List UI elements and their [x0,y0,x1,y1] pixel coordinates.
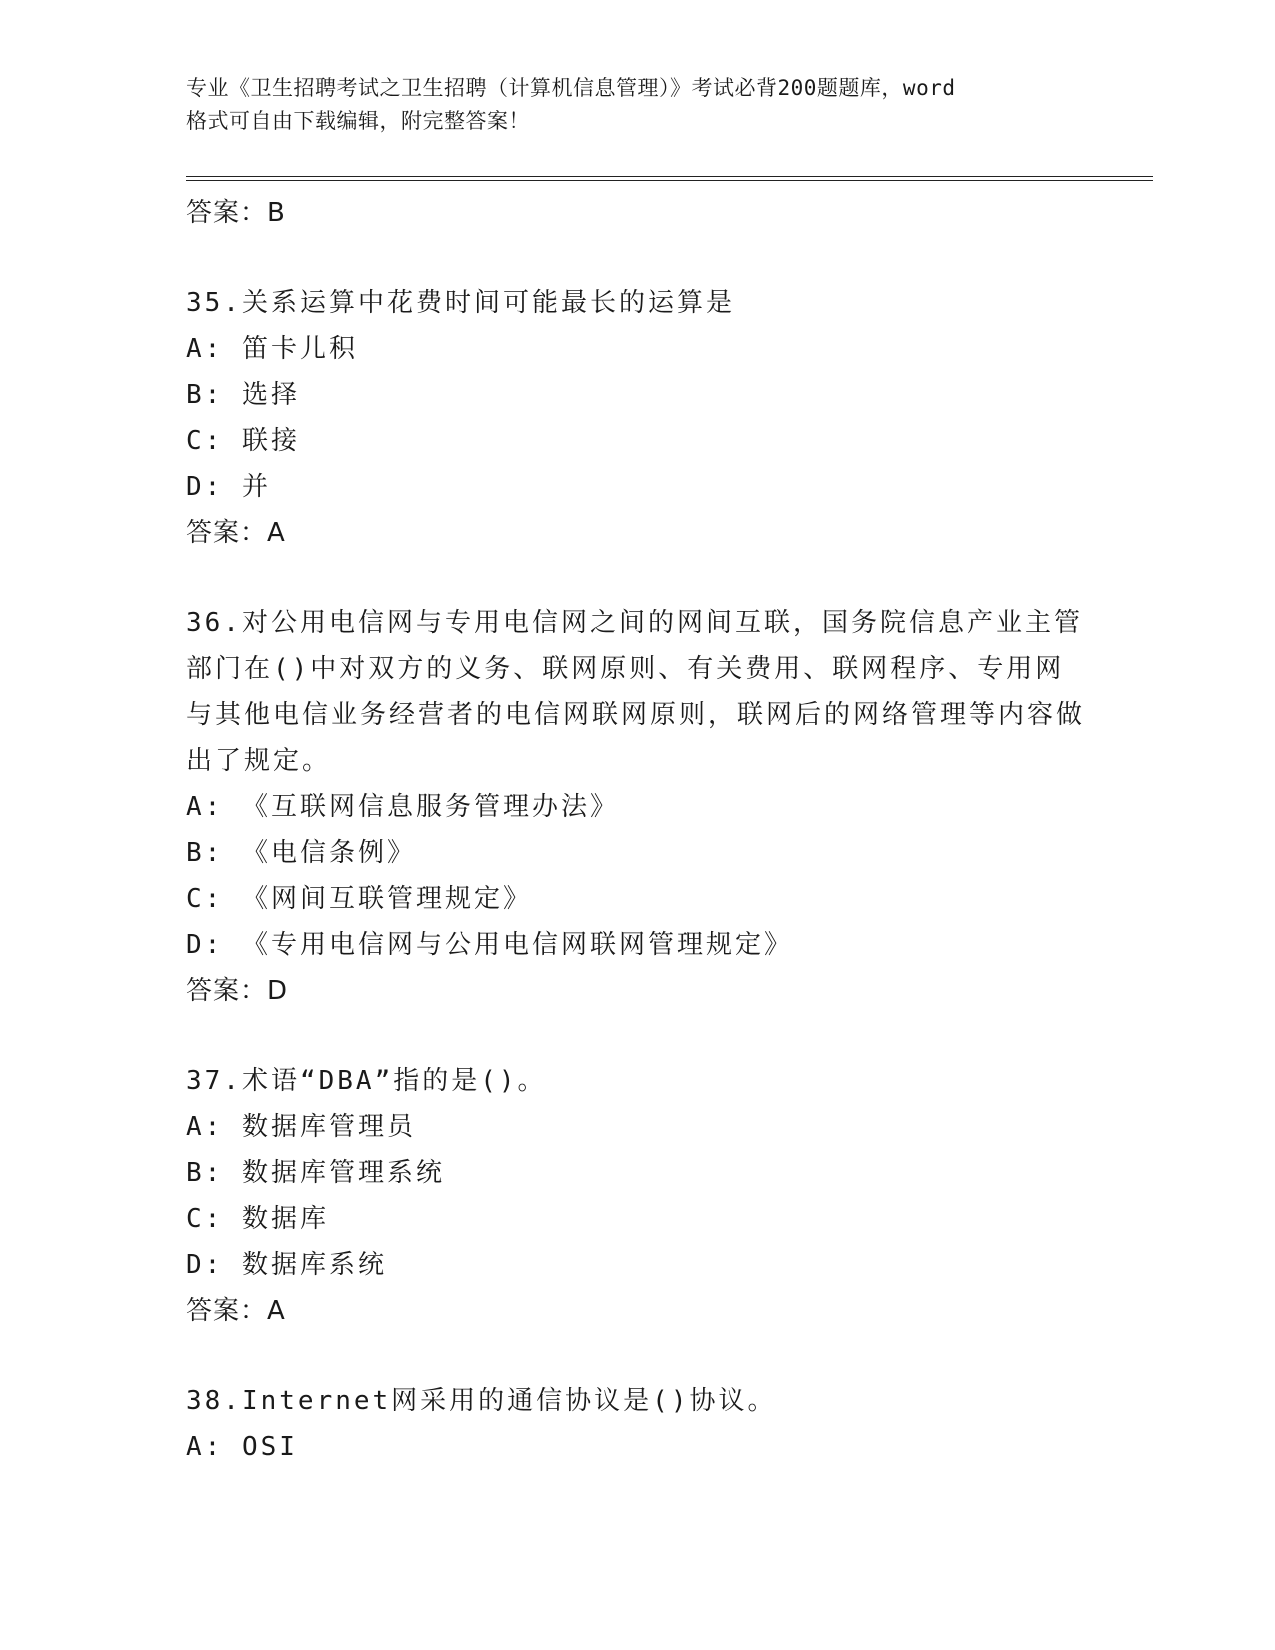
question-38 [186,1378,1086,1470]
question-stem: 38.Internet网采用的通信协议是()协议。 [186,1386,777,1416]
question-list [186,190,1086,1470]
option-c: C: 《网间互联管理规定》 [186,884,532,914]
option-b: B: 数据库管理系统 [186,1158,445,1188]
answer-label: 答案：A [186,1296,286,1326]
option-b: B: 《电信条例》 [186,838,416,868]
option-c: C: 数据库 [186,1204,329,1234]
option-d: D: 《专用电信网与公用电信网联网管理规定》 [186,930,793,960]
question-36 [186,600,1086,1014]
question-stem: 37.术语“DBA”指的是()。 [186,1066,547,1096]
question-35 [186,280,1086,556]
option-a: A: 数据库管理员 [186,1112,416,1142]
document-header [186,72,1106,138]
answer-label: 答案：B [186,198,286,228]
option-d: D: 数据库系统 [186,1250,387,1280]
answer-label: 答案：A [186,518,286,548]
option-a: A: 笛卡儿积 [186,334,358,364]
answer-label: 答案：D [186,976,289,1006]
option-a: A: 《互联网信息服务管理办法》 [186,792,619,822]
option-b: B: 选择 [186,380,300,410]
question-stem: 35.关系运算中花费时间可能最长的运算是 [186,288,735,318]
header-divider [186,176,1153,181]
option-d: D: 并 [186,472,271,502]
header-line-1: 专业《卫生招聘考试之卫生招聘（计算机信息管理）》考试必背200题题库，word [186,76,956,100]
question-37 [186,1058,1086,1334]
header-line-2: 格式可自由下载编辑，附完整答案！ [186,109,530,133]
question-stem: 36.对公用电信网与专用电信网之间的网间互联，国务院信息产业主管部门在()中对双方的义务、联网原则、有关费用、联网程序、专用网与其他电信业务经营者的电信网联网原则，联网后的网络管理等内容做出了规定。 [186,608,1086,776]
option-c: C: 联接 [186,426,300,456]
option-a: A: OSI [186,1432,298,1462]
